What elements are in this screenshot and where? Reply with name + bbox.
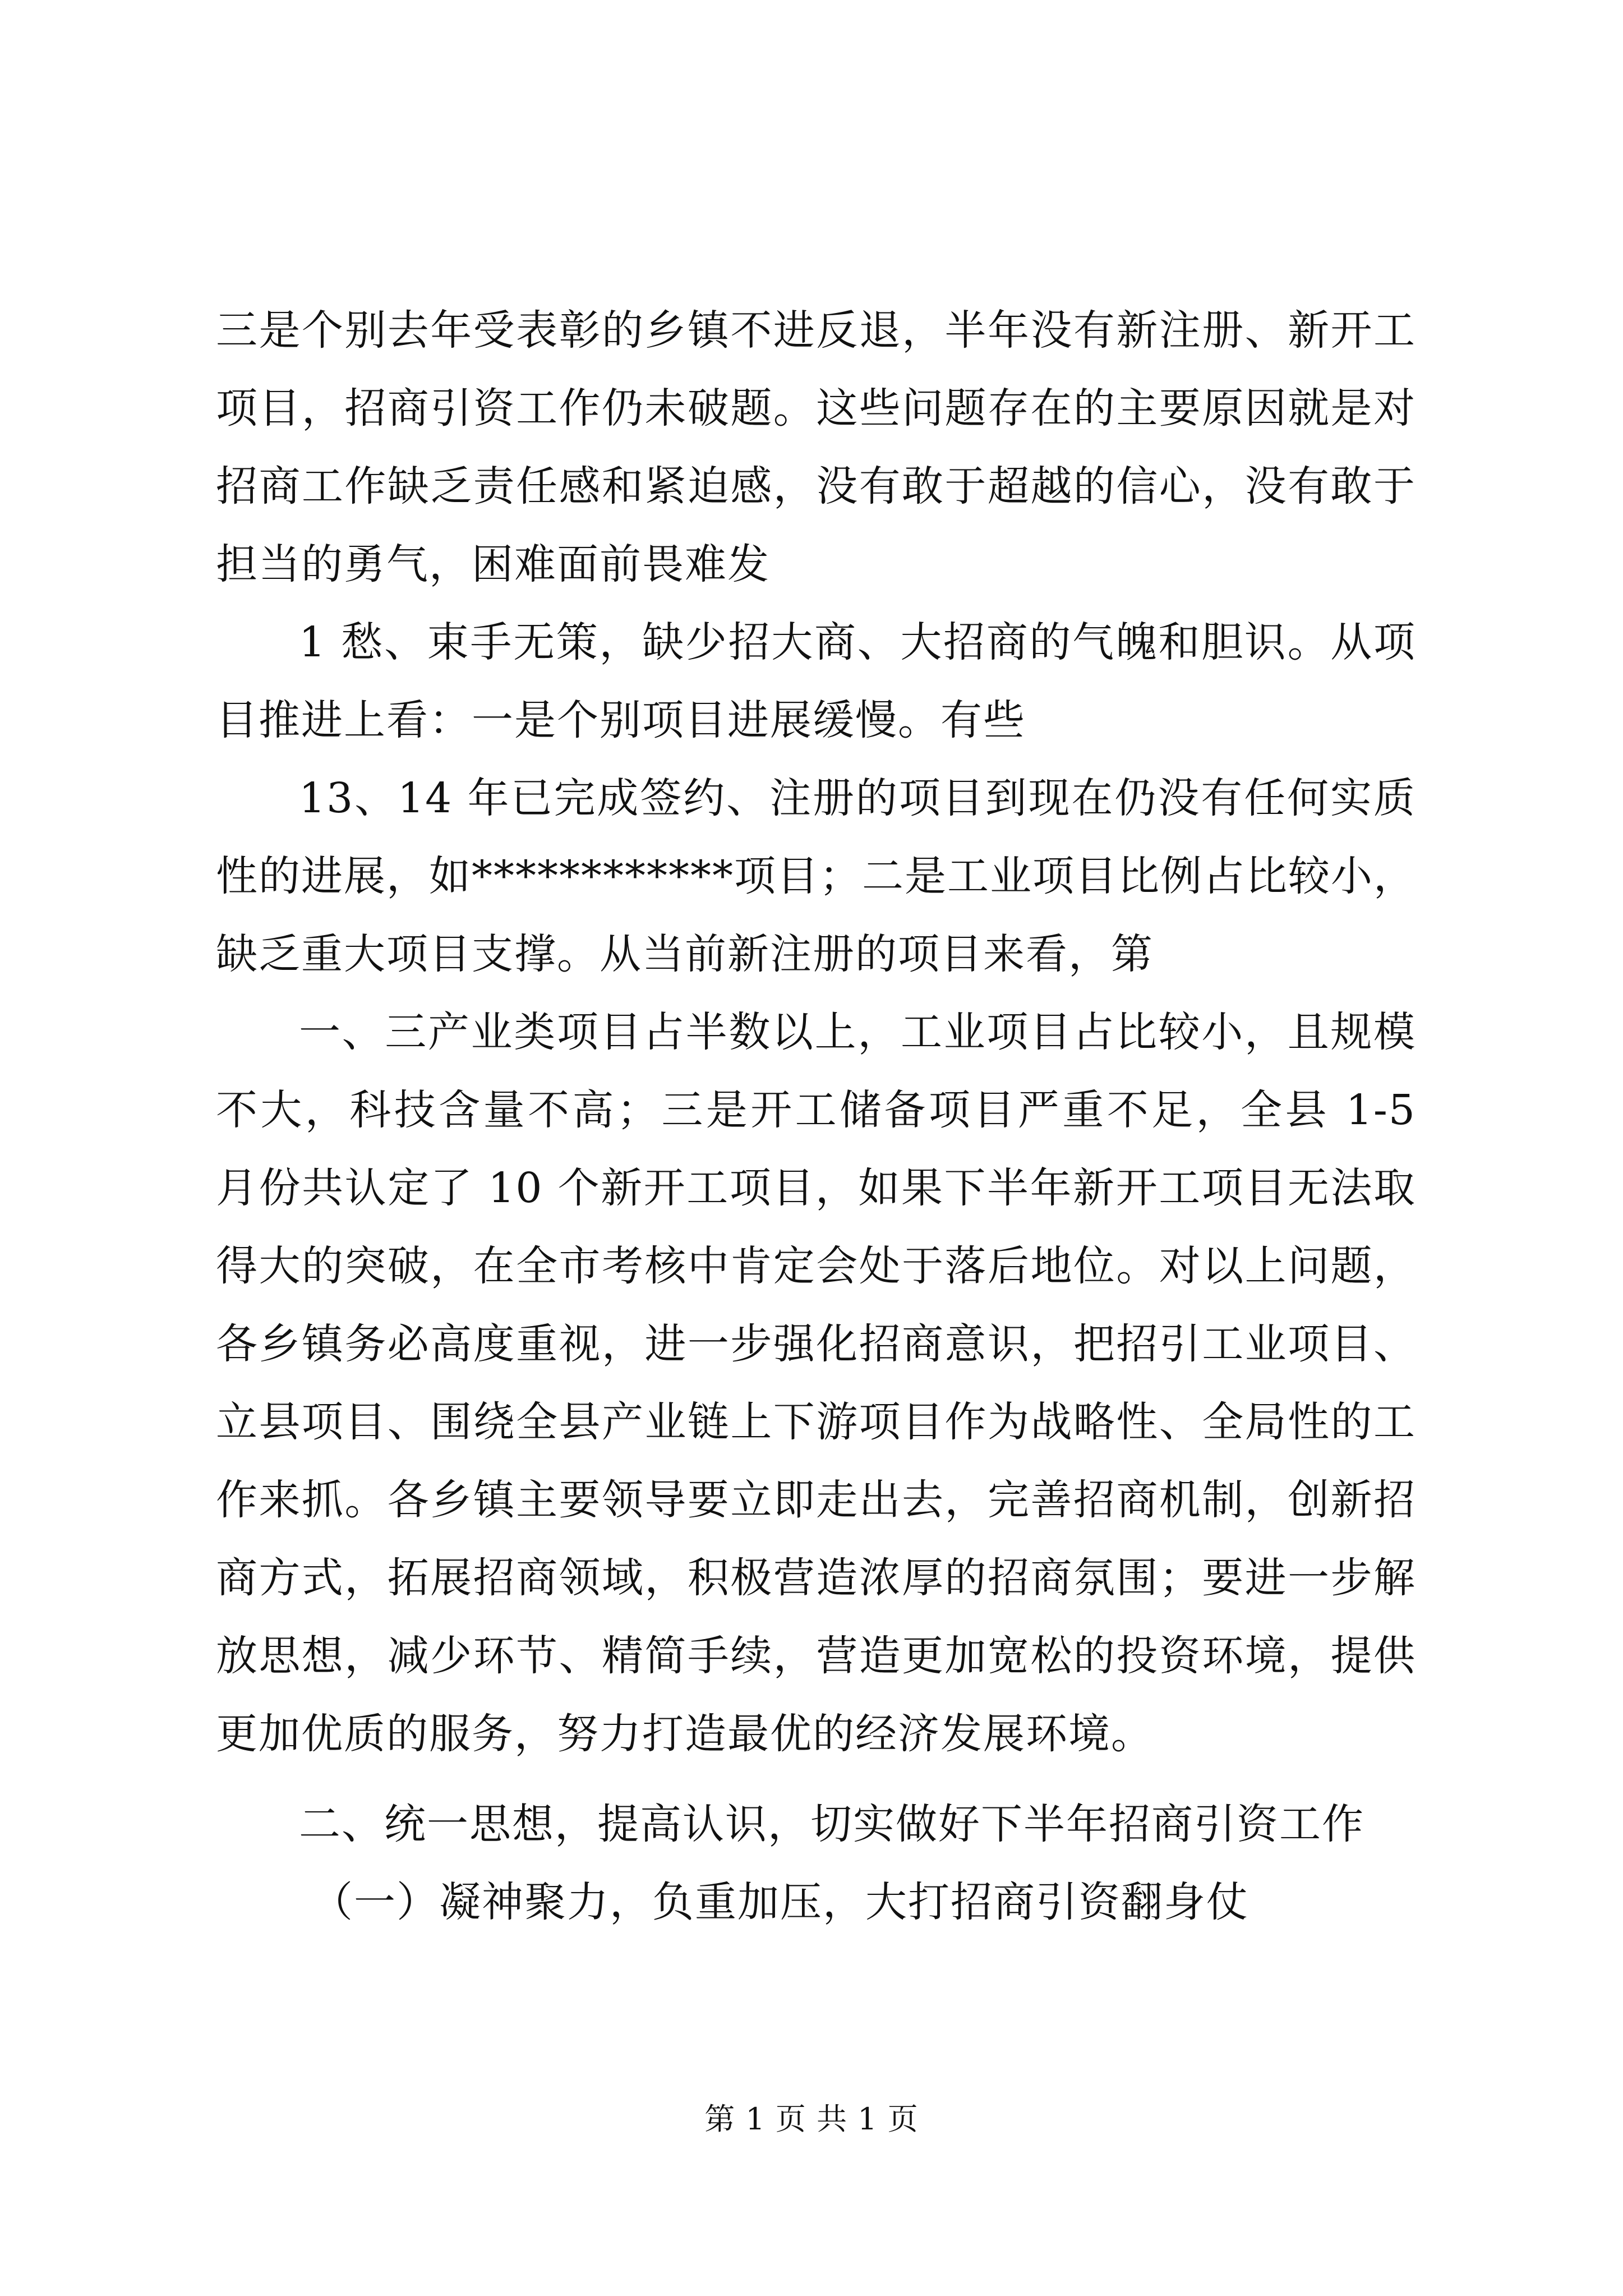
paragraph-project-progress: 1 愁、束手无策，缺少招大商、大招商的气魄和胆识。从项目推进上看：一是个别项目进展缓慢。有些	[216, 618, 1416, 744]
paragraph-signed-projects: 13、14 年已完成签约、注册的项目到现在仍没有任何实质性的进展，如************项目；二是工业项目比例占比较小，缺乏重大项目支撑。从当前新注册的项目来看，第	[216, 774, 1416, 978]
paragraph-problems-towns: 三是个别去年受表彰的乡镇不进反退，半年没有新注册、新开工项目，招商引资工作仍未破题。这些问题存在的主要原因就是对招商工作缺乏责任感和紧迫感，没有敢于超越的信心，没有敢于担当的勇气，困难面前畏难发	[216, 306, 1416, 588]
section-heading-2: 二、统一思想，提高认识，切实做好下半年招商引资工作	[299, 1800, 1364, 1848]
subsection-heading-1: （一）凝神聚力，负重加压，大打招商引资翻身仗	[311, 1878, 1249, 1926]
document-body	[216, 292, 1416, 1941]
paragraph-industry-ratio: 一、三产业类项目占半数以上，工业项目占比较小，且规模不大，科技含量不高；三是开工储备项目严重不足，全县 1-5 月份共认定了 10 个新开工项目，如果下半年新开工项目无法取得大的突破，在全市考核中肯定会处于落后地位。对以上问题，各乡镇务必高度重视，进一步强化招商意识，把招引工业项目、立县项目、围绕全县产业链上下游项目作为战略性、全局性的工作来抓。各乡镇主要领导要立即走出去，完善招商机制，创新招商方式，拓展招商领域，积极营造浓厚的招商氛围；要进一步解放思想，减少环节、精简手续，营造更加宽松的投资环境，提供更加优质的服务，努力打造最优的经济发展环境。	[216, 1008, 1416, 1758]
page-footer: 第 1 页 共 1 页	[704, 2101, 919, 2137]
